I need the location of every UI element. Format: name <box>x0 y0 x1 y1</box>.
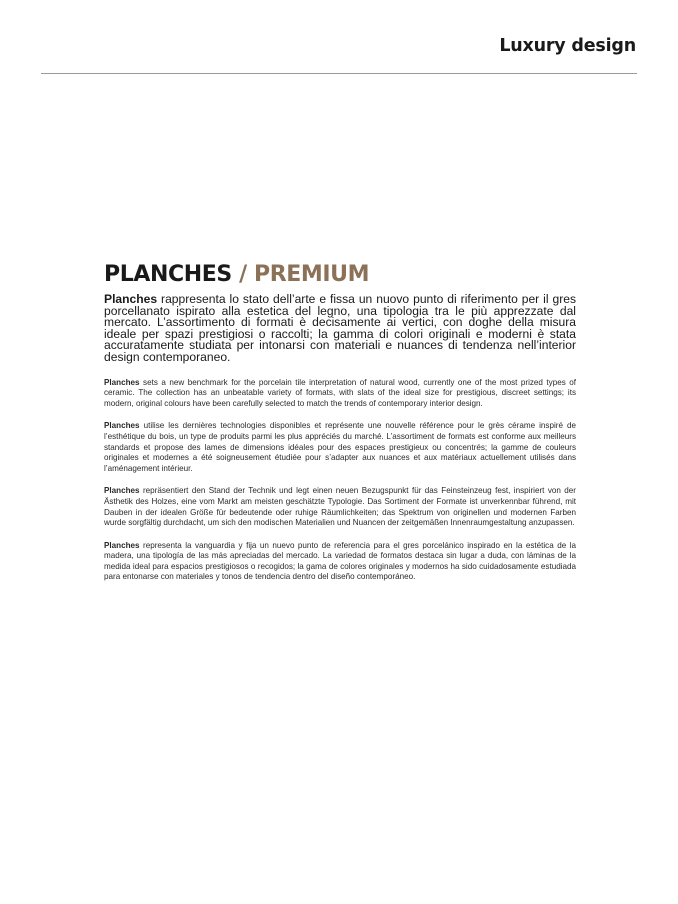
brand-name: Planches <box>104 377 140 387</box>
paragraph-text: sets a new benchmark for the porcelain tile interpretation of natural wood, currently one of the most prized types of ceramic. The collection has an unbeatable variety of formats, with slats of the ideal size for prestigious, discreet settings; its modern, original colours have been carefully selected to match the trends of contemporary interior design. <box>104 377 576 408</box>
brand-name: Planches <box>104 486 140 496</box>
paragraph-italian <box>104 294 576 364</box>
paragraph-french <box>104 421 576 474</box>
header-divider <box>41 73 637 74</box>
brand-name: Planches <box>104 540 140 550</box>
collection-line: PREMIUM <box>253 262 370 287</box>
paragraph-german <box>104 486 576 528</box>
collection-name: PLANCHES <box>104 262 232 287</box>
paragraph-text: rappresenta lo stato dell’arte e fissa un nuovo punto di riferimento per il gres porcellanato ispirato alla estetica del legno, una tipologia tra le più apprezzate dal mercato. L’assortimento di formati è decisamente ai vertici, con doghe della misura ideale per spazi prestigiosi o raccolti; la gamma di colori originali e moderni è stata accuratamente studiata per intonarsi con materiali e nuances di tendenza nell’interior design contemporaneo. <box>104 292 576 364</box>
paragraph-text: repräsentiert den Stand der Technik und legt einen neuen Bezugspunkt für das Feinsteinzeug fest, inspiriert von der Ästhetik des Holzes, eine vom Markt am meisten geschätzte Typologie. Das Sortiment der Formate ist unverkennbar führend, mit Dauben in der idealen Größe für bedeutende oder ruhige Räumlichkeiten; das Spektrum von originellen und modernen Farben wurde sorgfältig durchdacht, um sich den modischen Materialien und Nuancen der zeitgemäßen Innenraumgestaltung anzupassen. <box>104 486 576 528</box>
collection-title <box>104 262 576 287</box>
paragraph-text: utilise les dernières technologies disponibles et représente une nouvelle référence pour le grès cérame inspiré de l’esthétique du bois, un type de produits parmi les plus appréciés du marché. L’assortiment de formats est conforme aux meilleurs standards et propose des lames de dimensions idéales pour des espaces prestigieux ou concentrés; la gamme de couleurs originales et modernes a été soigneusement étudiée pour s’adapter aux nuances et aux matériaux actuellement utilisés dans l’aménagement intérieur. <box>104 421 576 473</box>
paragraph-english <box>104 378 576 410</box>
product-description <box>104 262 576 595</box>
paragraph-text: representa la vanguardia y fija un nuevo punto de referencia para el gres porcelánico inspirado en la estética de la madera, una tipología de las más apreciadas del mercado. La variedad de formatos destaca sin lugar a duda, con láminas de la medida ideal para espacios prestigiosos o recogidos; la gama de colores originales y modernos ha sido cuidadosamente estudiada para entonarse con materiales y tonos de tendencia dentro del diseño contemporáneo. <box>104 540 576 582</box>
brand-name: Planches <box>104 292 158 306</box>
brand-name: Planches <box>104 421 140 431</box>
page-header-title: Luxury design <box>499 36 636 56</box>
paragraph-spanish <box>104 541 576 583</box>
title-separator: / <box>239 262 247 287</box>
